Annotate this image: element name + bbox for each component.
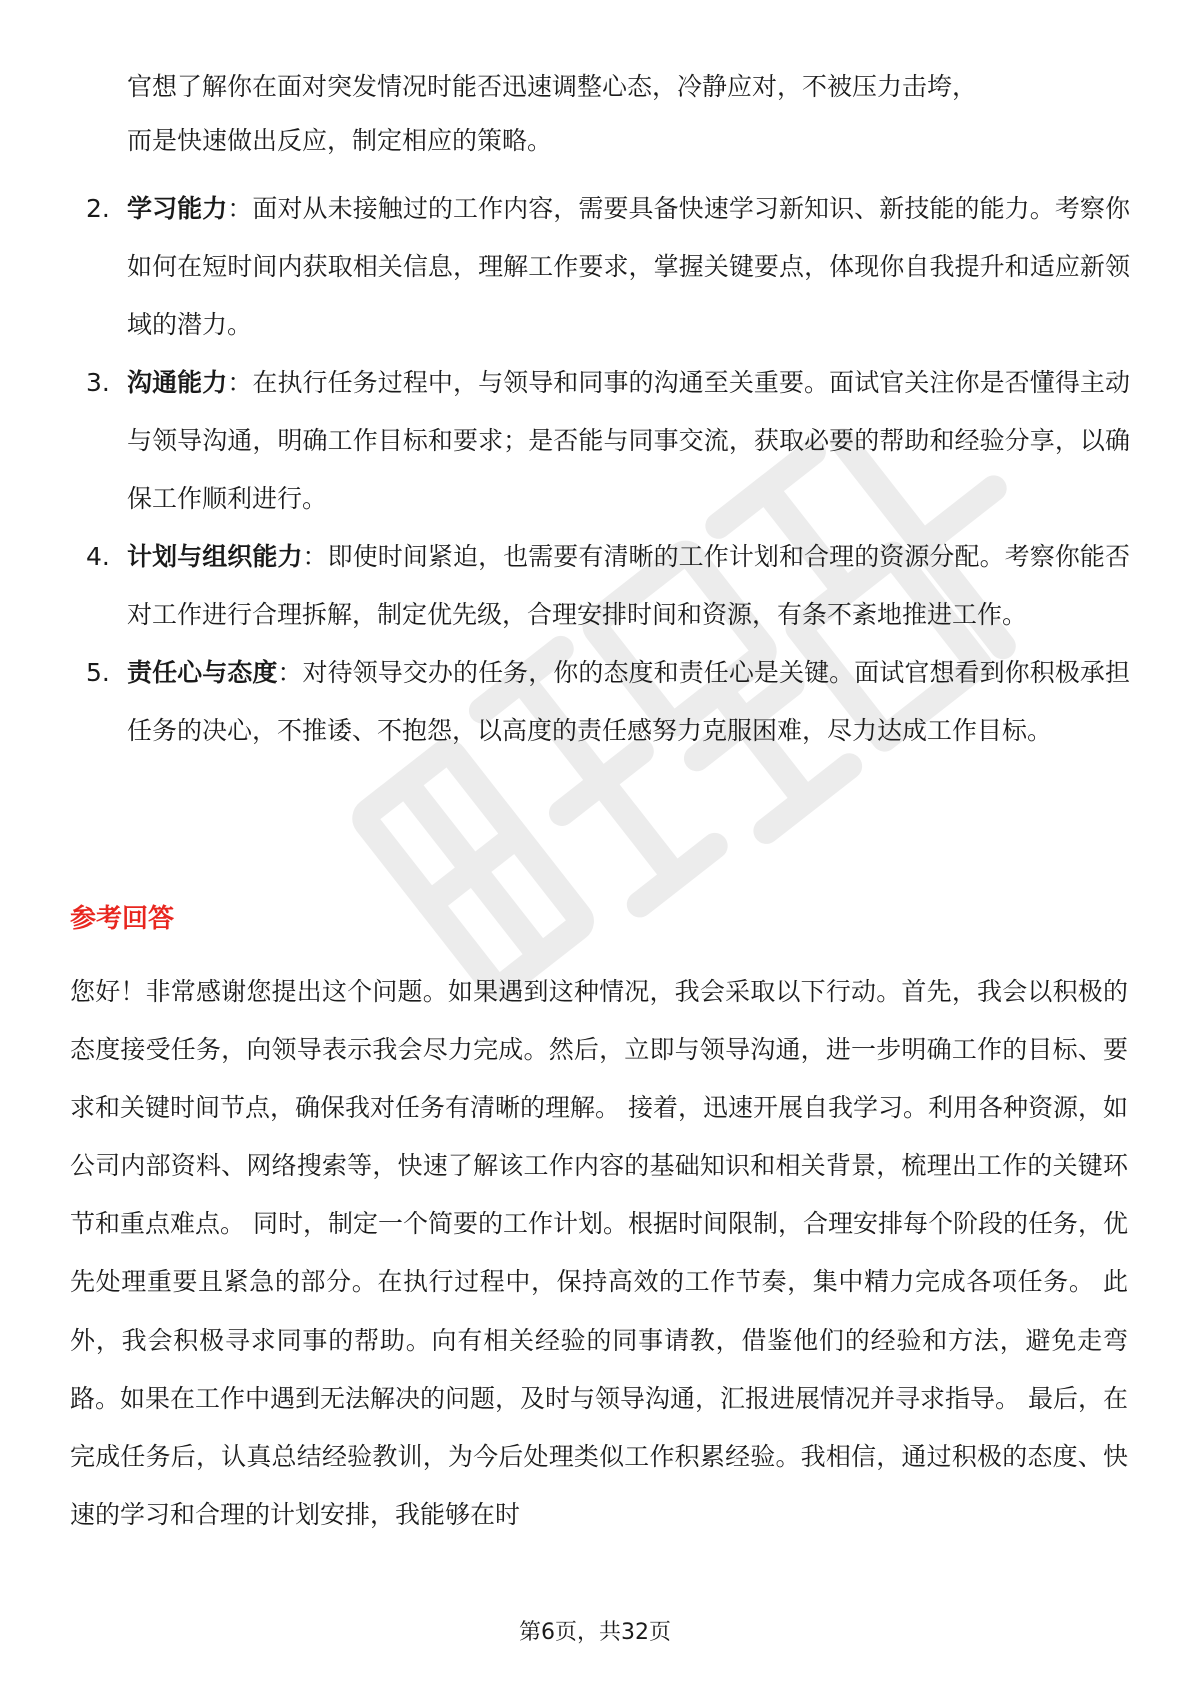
list-item-text: 在执行任务过程中，与领导和同事的沟通至关重要。面试官关注你是否懂得主动与领导沟通，明确工作目标和要求；是否能与同事交流，获取必要的帮助和经验分享，以确保工作顺利进行。 — [127, 368, 1130, 513]
list-item-number: 3. — [86, 368, 110, 397]
list-item-separator: ： — [227, 194, 253, 223]
list-item-text: 对待领导交办的任务，你的态度和责任心是关键。面试官想看到你积极承担任务的决心，不推诿、不抱怨，以高度的责任感努力克服困难，尽力达成工作目标。 — [127, 658, 1130, 745]
list-item-number: 5. — [86, 658, 110, 687]
list-item-title: 责任心与态度 — [127, 658, 278, 687]
list-item — [70, 644, 1130, 760]
list-item — [70, 180, 1130, 354]
list-item-separator: ： — [302, 542, 328, 571]
list-item-separator: ： — [227, 368, 253, 397]
list-item-title: 沟通能力 — [127, 368, 228, 397]
list-item-number: 2. — [86, 194, 110, 223]
list-item-title: 学习能力 — [127, 194, 228, 223]
list-item-number: 4. — [86, 542, 110, 571]
list-item-title: 计划与组织能力 — [127, 542, 303, 571]
list-item-separator: ： — [277, 658, 303, 687]
list-item-text: 面对从未接触过的工作内容，需要具备快速学习新知识、新技能的能力。考察你如何在短时间内获取相关信息，理解工作要求，掌握关键要点，体现你自我提升和适应新领域的潜力。 — [127, 194, 1130, 339]
intro-line-2: 而是快速做出反应，制定相应的策略。 — [127, 126, 553, 155]
section-title-reference-answer: 参考回答 — [70, 904, 175, 934]
answer-paragraph: 您好！非常感谢您提出这个问题。如果遇到这种情况，我会采取以下行动。首先，我会以积极的态度接受任务，向领导表示我会尽力完成。然后，立即与领导沟通，进一步明确工作的目标、要求和关键时间节点，确保我对任务有清晰的理解。 接着，迅速开展自我学习。利用各种资源，如公司内部资料、网络搜索等，快速了解该工作内容的基础知识和相关背景，梳理出工作的关键环节和重点难点。 同时，制定一个简要的工作计划。根据时间限制，合理安排每个阶段的任务，优先处理重要且紧急的部分。在执行过程中，保持高效的工作节奏，集中精力完成各项任务。 此外，我会积极寻求同事的帮助。向有相关经验的同事请教，借鉴他们的经验和方法，避免走弯路。如果在工作中遇到无法解决的问题，及时与领导沟通，汇报进展情况并寻求指导。 最后，在完成任务后，认真总结经验教训，为今后处理类似工作积累经验。我相信，通过积极的态度、快速的学习和合理的计划安排，我能够在时 — [70, 977, 1128, 1529]
intro-line-1: 官想了解你在面对突发情况时能否迅速调整心态，冷静应对，不被压力击垮， — [127, 72, 978, 101]
list-item — [70, 528, 1130, 644]
page-number: 第6页，共32页 — [519, 1620, 671, 1645]
list-item-text: 即使时间紧迫，也需要有清晰的工作计划和合理的资源分配。考察你能否对工作进行合理拆解，制定优先级，合理安排时间和资源，有条不紊地推进工作。 — [127, 542, 1130, 629]
list-item — [70, 354, 1130, 528]
requirement-list — [70, 180, 1130, 760]
